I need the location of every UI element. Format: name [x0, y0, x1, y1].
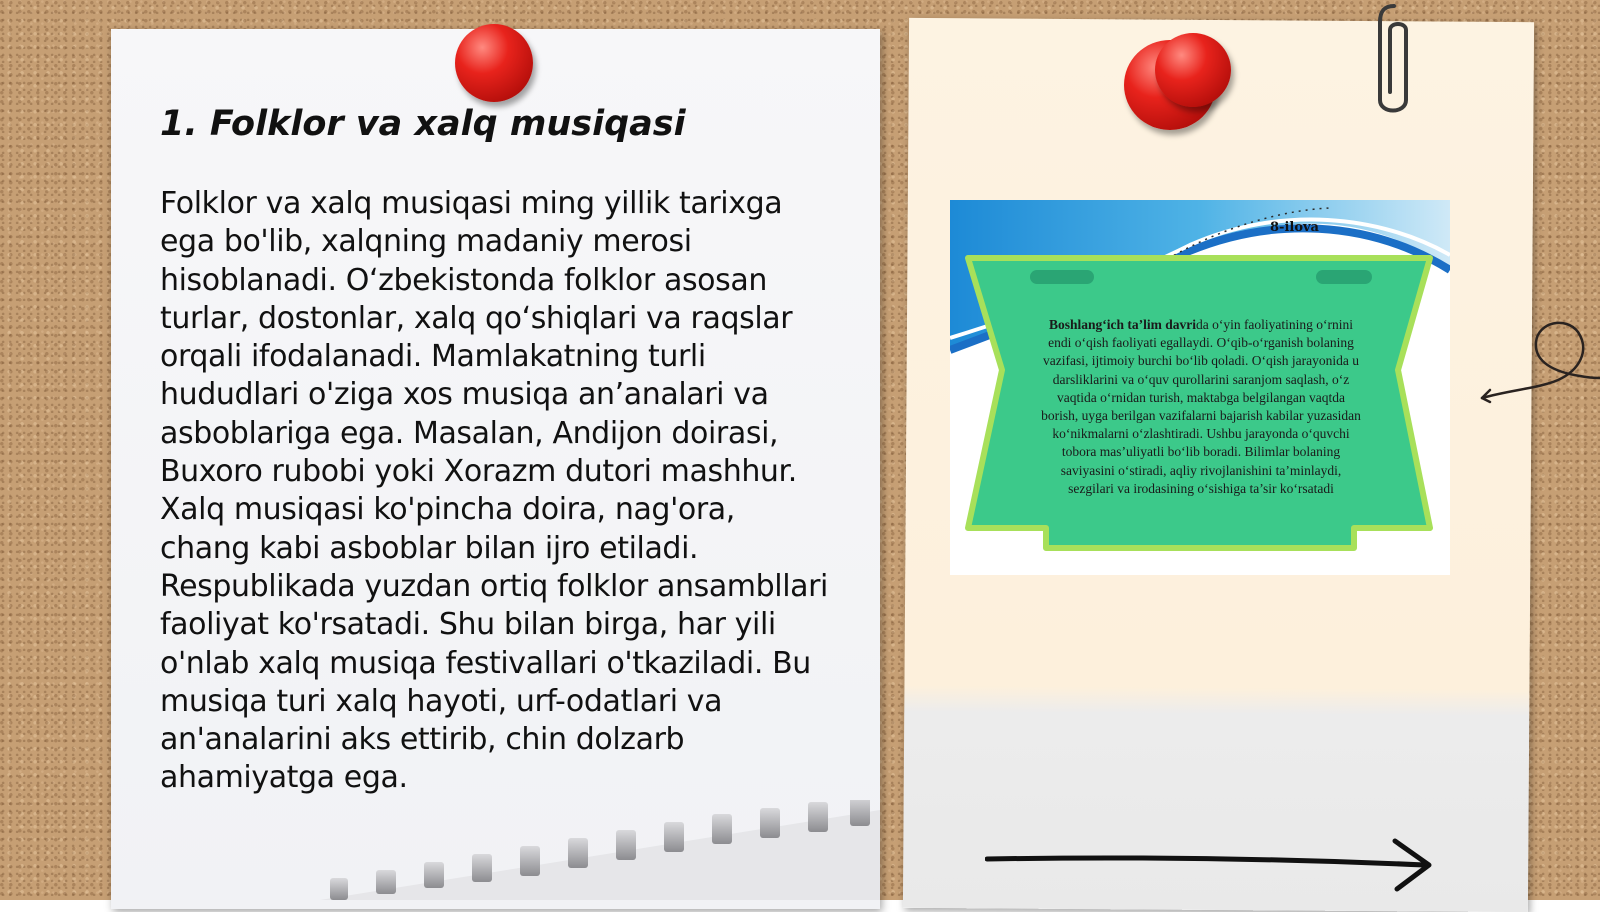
- push-pin-icon: [455, 24, 533, 102]
- slide-title: 1. Folklor va xalq musiqasi: [160, 104, 686, 144]
- paperclip-icon: [1374, 0, 1414, 125]
- figure-text-rest: da o‘yin faoliyatining o‘rnini endi o‘qish faoliyati egallaydi. O‘qib-o‘rganish bolaning vazifasi, ijtimoiy burchi bo‘lib qoladi. O‘qish jarayonida u darsliklarini va o‘quv qurollarini saranjom saqlash, o‘z vaqtida o‘rnidan turish, maktabga belgilangan vaqtda borish, uyga berilgan vazifalarni bajarish kabilar yuzasidan ko‘nikmalarni o‘zlashtiradi. Ushbu jarayonda o‘quvchi tobora mas’uliyatli bo‘lib boradi. Bilimlar bolaning saviyasini o‘stiradi, aqliy rivojlanishini ta’minlaydi, sezgilari va irodasining o‘sishiga ta’sir ko‘rsatadi: [1041, 317, 1361, 496]
- push-pin-icon: [1155, 33, 1231, 107]
- figure-label: 8-ilova: [1270, 220, 1319, 235]
- figure-text: [1038, 316, 1364, 498]
- string-doodle-icon: [1480, 310, 1600, 410]
- figure-text-bold: Boshlang‘ich ta’lim davri: [1048, 317, 1196, 332]
- slide-body-text: Folklor va xalq musiqasi ming yillik tarixga ega bo'lib, xalqning madaniy merosi hisoblanadi. O‘zbekistonda folklor asosan turlar, dostonlar, xalq qo‘shiqlari va raqslar orqali ifodalanadi. Mamlakatning turli hududlari o'ziga xos musiqa an’analari va asboblariga ega. Masalan, Andijon doirasi, Buxoro rubobi yoki Xorazm dutori mashhur. Xalq musiqasi ko'pincha doira, nag'ora, chang kabi asboblar bilan ijro etiladi. Respublikada yuzdan ortiq folklor ansambllari faoliyat ko'rsatadi. Shu bilan birga, har yili o'nlab xalq musiqa festivallari o'tkaziladi. Bu musiqa turi xalq hayoti, urf-odatlari va an'analarini aks ettirib, chin dolzarb ahamiyatga ega.: [160, 186, 828, 796]
- arrow-right-icon: [985, 835, 1445, 895]
- torn-notebook-tabs: [320, 800, 880, 900]
- document-figure: [950, 200, 1450, 575]
